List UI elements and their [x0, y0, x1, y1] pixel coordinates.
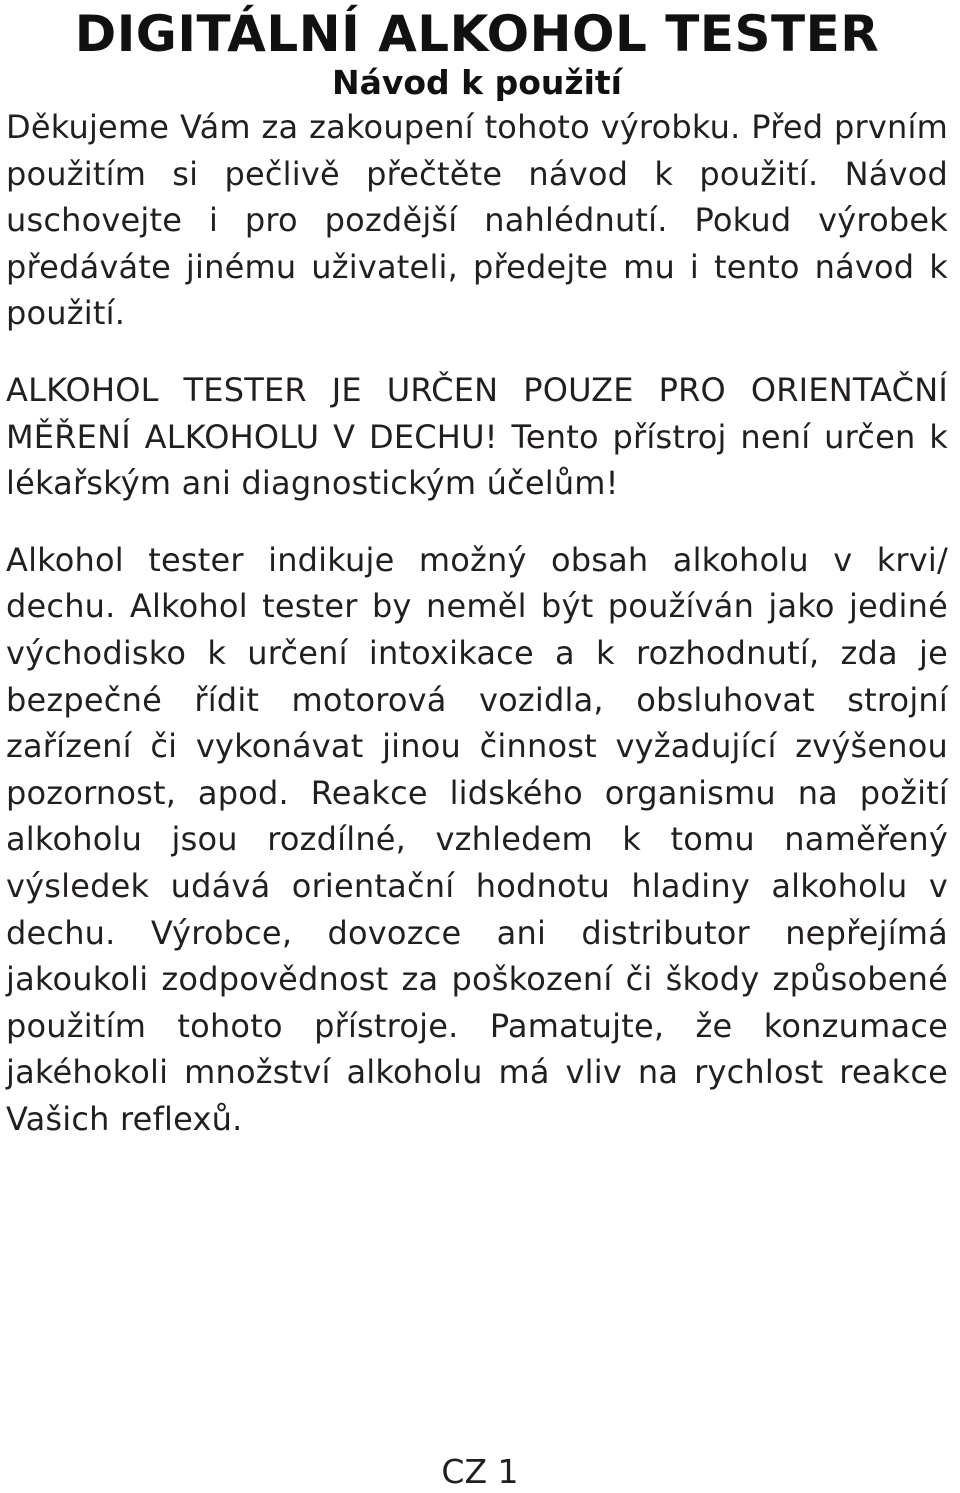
page-number: CZ 1 — [441, 1452, 519, 1491]
document-subtitle: Návod k použití — [331, 63, 622, 102]
notice-paragraph: Alkohol tester indikuje možný obsah alkoholu v krvi/ dechu. Alkohol tester by neměl být používán jako jediné východisko k určení intoxikace a k rozhodnutí, zda je bezpečné řídit motorová vozidla, obsluhovat strojní zařízení či vykonávat jinou činnost vyžadující zvýšenou pozornost, apod. Reakce lidského organismu na požití alkoholu jsou rozdílné, vzhledem k tomu naměřený výsledek udává orientační hodnotu hladiny alkoholu v dechu. Výrobce, dovozce ani distributor nepřejímá jakoukoli zodpovědnost za poškození či škody způsobené použitím tohoto přístroje. Pamatujte, že konzumace jakéhokoli množství alkoholu má vliv na rychlost reakce Vašich reflexů. — [6, 540, 948, 1138]
manual-page — [6, 0, 948, 1142]
intro-paragraph: Děkujeme Vám za zakoupení tohoto výrobku. Před prvním použitím si pečlivě přečtěte návod k použití. Návod uschovejte i pro pozdější nahlédnutí. Pokud výrobek předáváte jinému uživateli, předejte mu i tento návod k použití. — [6, 108, 948, 333]
document-title: DIGITÁLNÍ ALKOHOL TESTER — [74, 5, 880, 63]
warning-paragraph: ALKOHOL TESTER JE URČEN POUZE PRO ORIENTAČNÍ MĚŘENÍ ALKOHOLU V DECHU! Tento přístroj není určen k lékařským ani diagnostickým účelům! — [6, 370, 948, 503]
